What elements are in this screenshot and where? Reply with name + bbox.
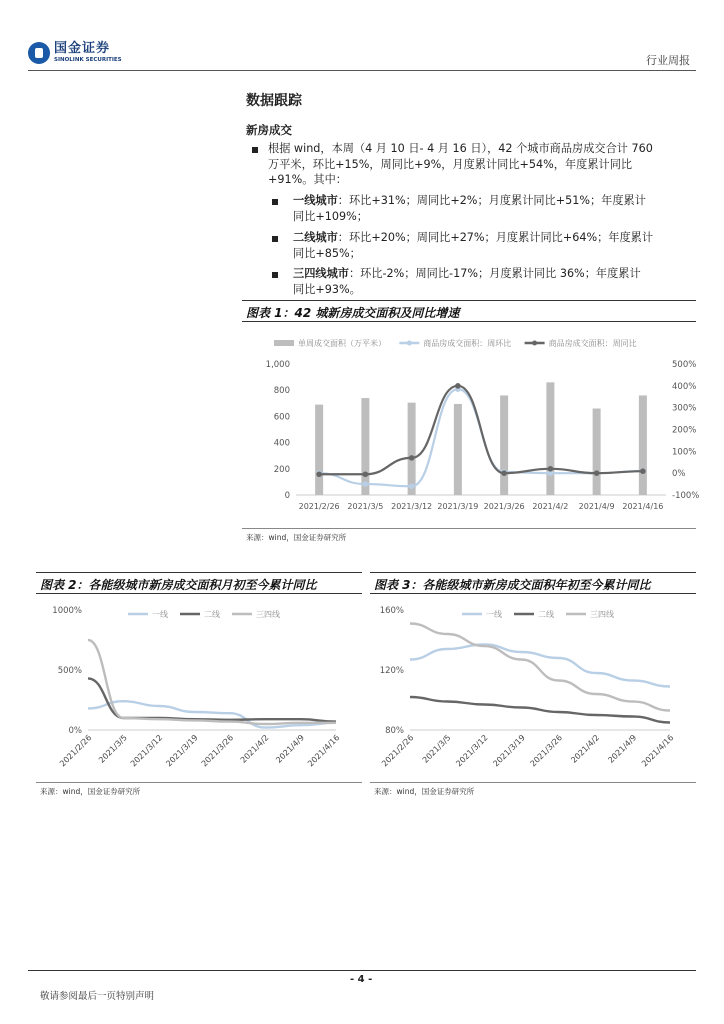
x-tick-label: 2021/4/16 xyxy=(640,733,676,769)
header-divider xyxy=(28,70,696,71)
y-tick-label: 0 xyxy=(284,491,290,501)
x-tick-label: 2021/3/12 xyxy=(391,502,433,511)
x-tick-label: 2021/3/19 xyxy=(437,502,479,511)
x-tick-label: 2021/3/5 xyxy=(97,733,129,765)
y-tick-label: 800 xyxy=(273,386,290,397)
legend-label: 三四线 xyxy=(590,610,614,619)
data-point xyxy=(594,470,600,476)
x-tick-label: 2021/4/9 xyxy=(274,733,306,765)
y2-tick-label: 400% xyxy=(672,381,697,392)
legend-marker xyxy=(532,341,537,346)
y-tick-label: 600 xyxy=(273,412,290,423)
figure1-bottom-rule xyxy=(242,528,696,529)
data-point xyxy=(640,468,646,474)
footer-divider xyxy=(28,970,696,971)
tier3-paragraph xyxy=(293,266,693,297)
logo-icon xyxy=(28,42,50,64)
bullet-icon xyxy=(252,147,258,153)
data-point xyxy=(316,471,322,477)
summary-line: 万平米，环比+15%，周同比+9%，月度累计同比+54%，年度累计同比 xyxy=(268,157,633,171)
chart1 xyxy=(242,326,700,526)
figure1-title-rule xyxy=(242,321,696,322)
tier1-label: 一线城市 xyxy=(293,194,338,207)
bar xyxy=(500,395,508,495)
y2-tick-label: 200% xyxy=(672,425,697,436)
legend-label: 商品房成交面积：周环比 xyxy=(423,339,512,348)
tier2-text: ：环比+20%；周同比+27%；月度累计同比+64%；年度累计 xyxy=(337,231,654,244)
legend-marker xyxy=(407,341,412,346)
x-tick-label: 2021/3/26 xyxy=(483,502,525,511)
y-tick-label: 160% xyxy=(379,606,404,616)
legend-label: 二线 xyxy=(204,610,220,619)
y-tick-label: 1,000 xyxy=(265,360,290,370)
summary-line: 根据 wind，本周（4 月 10 日- 4 月 16 日），42 个城市商品房成交合计 760 xyxy=(268,142,653,155)
x-tick-label: 2021/2/26 xyxy=(58,733,94,769)
x-tick-label: 2021/4/9 xyxy=(578,502,615,511)
bullet-icon xyxy=(272,199,278,205)
x-tick-label: 2021/4/2 xyxy=(532,502,569,511)
figure3-bottom-rule xyxy=(370,782,696,783)
data-point xyxy=(363,481,369,487)
tier3-label: 三四线城市 xyxy=(293,267,349,280)
legend-swatch xyxy=(274,340,294,346)
bullet-icon xyxy=(272,272,278,278)
x-tick-label: 2021/4/2 xyxy=(238,733,271,765)
bar xyxy=(361,398,369,495)
logo-name-cn: 国金证券 xyxy=(54,41,111,56)
x-tick-label: 2021/3/12 xyxy=(454,733,490,769)
y2-tick-label: -100% xyxy=(672,491,700,501)
chart2 xyxy=(36,598,362,780)
bullet-icon xyxy=(272,236,278,242)
company-logo xyxy=(28,42,122,64)
figure1-top-rule xyxy=(242,300,696,301)
figure3-top-rule xyxy=(370,572,696,573)
figure2-title: 图表 2：各能级城市新房成交面积月初至今累计同比 xyxy=(40,578,317,592)
y-tick-label: 1000% xyxy=(52,606,82,616)
figure2-title-rule xyxy=(36,593,362,594)
x-tick-label: 2021/4/16 xyxy=(306,733,342,769)
tier2-paragraph xyxy=(293,230,693,261)
figure3-title: 图表 3：各能级城市新房成交面积年初至今累计同比 xyxy=(374,578,651,592)
bar xyxy=(546,382,554,495)
report-type: 行业周报 xyxy=(646,54,690,67)
x-tick-label: 2021/4/16 xyxy=(622,502,664,511)
x-tick-label: 2021/3/19 xyxy=(164,733,200,769)
y-tick-label: 200 xyxy=(273,464,290,475)
x-tick-label: 2021/2/26 xyxy=(298,502,340,511)
tier1-paragraph xyxy=(293,193,693,224)
legend-label: 一线 xyxy=(486,610,502,619)
x-tick-label: 2021/3/26 xyxy=(199,733,236,769)
subsection-title: 新房成交 xyxy=(246,123,292,137)
y-tick-label: 80% xyxy=(385,726,404,736)
figure1-title: 图表 1：42 城新房成交面积及同比增速 xyxy=(246,306,460,320)
data-point xyxy=(409,455,415,461)
tier1-text: ：环比+31%；周同比+2%；月度累计同比+51%；年度累计 xyxy=(337,194,646,207)
page-number: - 4 - xyxy=(350,974,373,985)
figure2-source: 来源：wind，国金证券研究所 xyxy=(40,787,141,796)
series-line xyxy=(410,645,670,687)
figure1-source: 来源：wind，国金证券研究所 xyxy=(246,533,347,542)
x-tick-label: 2021/2/26 xyxy=(380,733,416,769)
section-title: 数据跟踪 xyxy=(246,93,302,109)
y-tick-label: 0% xyxy=(68,726,82,736)
chart3 xyxy=(370,598,696,780)
tier3-text-cont: 同比+93%。 xyxy=(293,282,361,296)
x-tick-label: 2021/4/2 xyxy=(569,733,602,765)
legend-label: 一线 xyxy=(152,610,168,619)
figure3-title-rule xyxy=(370,593,696,594)
y2-tick-label: 300% xyxy=(672,403,697,414)
figure3-source: 来源：wind，国金证券研究所 xyxy=(374,787,475,796)
data-point xyxy=(363,471,369,477)
tier1-text-cont: 同比+109%； xyxy=(293,209,368,223)
series-line xyxy=(88,678,336,721)
data-point xyxy=(455,383,461,389)
bar xyxy=(408,403,416,495)
logo-name-en: SINOLINK SECURITIES xyxy=(54,57,122,63)
summary-line: +91%。其中： xyxy=(268,173,347,186)
bar xyxy=(639,395,647,495)
data-point xyxy=(409,483,415,489)
series-line xyxy=(410,624,670,711)
legend-label: 单周成交面积（万平米） xyxy=(298,339,386,348)
tier3-text: ：环比-2%；周同比-17%；月度累计同比 36%；年度累计 xyxy=(348,267,641,280)
figure2-bottom-rule xyxy=(36,782,362,783)
footer-disclaimer: 敬请参阅最后一页特别声明 xyxy=(40,991,155,1002)
x-tick-label: 2021/3/12 xyxy=(128,733,165,769)
data-point xyxy=(548,466,554,472)
x-tick-label: 2021/3/5 xyxy=(347,502,384,511)
bar xyxy=(593,409,601,495)
y-tick-label: 120% xyxy=(379,666,404,676)
y-tick-label: 500% xyxy=(57,666,82,676)
x-tick-label: 2021/3/19 xyxy=(491,733,527,769)
x-tick-label: 2021/4/9 xyxy=(606,733,639,765)
y-tick-label: 400 xyxy=(273,438,290,449)
legend-label: 二线 xyxy=(538,610,554,619)
tier2-label: 二线城市 xyxy=(293,231,338,244)
legend-label: 三四线 xyxy=(256,610,280,619)
summary-paragraph xyxy=(268,141,688,188)
x-tick-label: 2021/3/5 xyxy=(420,733,453,765)
y2-tick-label: 500% xyxy=(672,360,697,370)
y2-tick-label: 100% xyxy=(672,447,697,458)
figure2-top-rule xyxy=(36,572,362,573)
data-point xyxy=(501,470,507,476)
x-tick-label: 2021/3/26 xyxy=(528,733,564,769)
bar xyxy=(454,404,462,495)
tier2-text-cont: 同比+85%； xyxy=(293,246,361,260)
legend-label: 商品房成交面积：周同比 xyxy=(548,339,637,348)
y2-tick-label: 0% xyxy=(672,469,686,480)
bar xyxy=(315,405,323,495)
